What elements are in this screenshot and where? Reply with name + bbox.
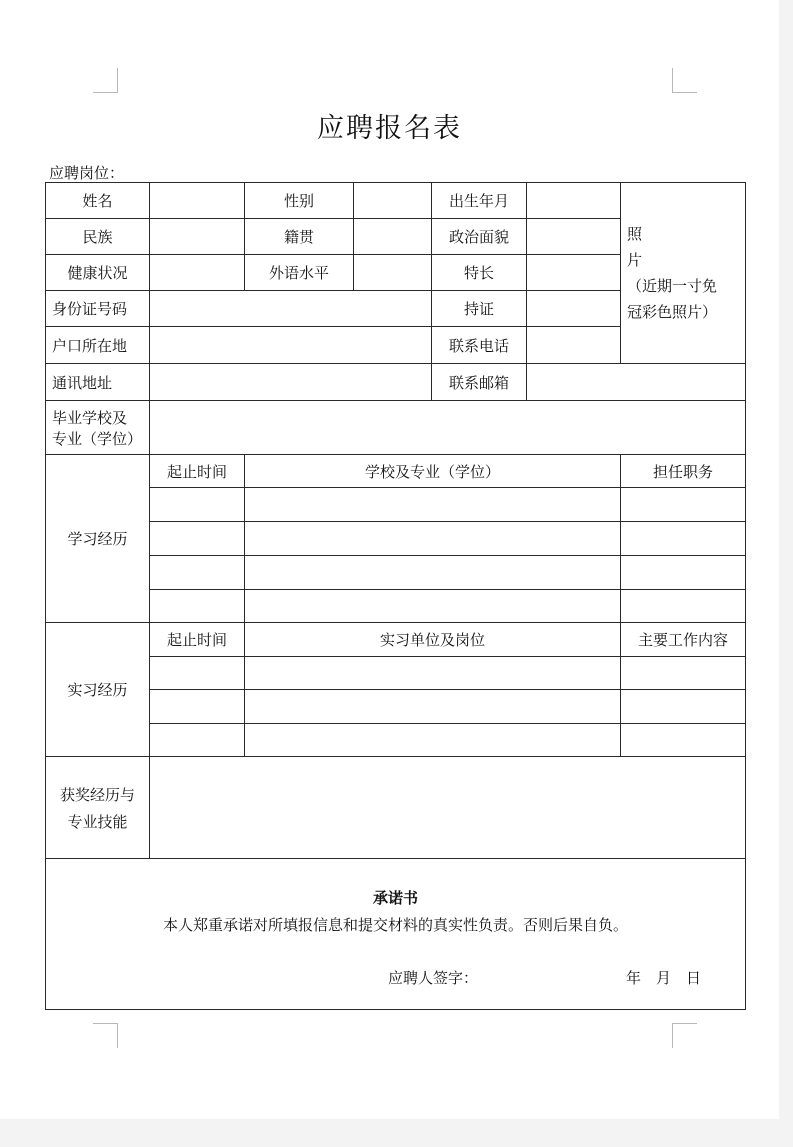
study-role-cell[interactable] [621, 590, 746, 623]
study-period-cell[interactable] [150, 590, 245, 623]
intern-duties-cell[interactable] [621, 690, 746, 724]
study-role-cell[interactable] [621, 488, 746, 522]
photo-box[interactable] [621, 183, 746, 364]
study-section-label: 学习经历 [46, 455, 150, 623]
margin-corner-mark [93, 68, 118, 93]
date-label: 年 月 日 [626, 969, 702, 987]
ethnicity-field[interactable] [150, 219, 245, 255]
study-header-role: 担任职务 [621, 455, 746, 488]
id-number-label: 身份证号码 [46, 291, 150, 327]
awards-label [46, 757, 150, 859]
address-label: 通讯地址 [46, 364, 150, 401]
political-field[interactable] [527, 219, 621, 255]
margin-corner-mark [672, 1023, 697, 1048]
birth-label: 出生年月 [432, 183, 527, 219]
hukou-field[interactable] [150, 327, 432, 364]
page-title: 应聘报名表 [317, 113, 462, 144]
photo-label-line: 照 [627, 225, 643, 243]
address-field[interactable] [150, 364, 432, 401]
email-label: 联系邮箱 [432, 364, 527, 401]
study-role-cell[interactable] [621, 556, 746, 590]
scrollbar-track[interactable] [779, 0, 793, 1147]
intern-period-cell[interactable] [150, 657, 245, 690]
language-field[interactable] [354, 255, 432, 291]
school-field[interactable] [150, 401, 746, 455]
awards-label-line: 获奖经历与 [59, 785, 135, 804]
pledge-title: 承诺书 [372, 889, 418, 907]
intern-header-duties: 主要工作内容 [621, 623, 746, 657]
specialty-field[interactable] [527, 255, 621, 291]
study-school-cell[interactable] [245, 488, 621, 522]
study-period-cell[interactable] [150, 488, 245, 522]
study-school-cell[interactable] [245, 590, 621, 623]
hukou-label: 户口所在地 [46, 327, 150, 364]
school-label-line: 毕业学校及 [52, 408, 128, 427]
intern-header-unit: 实习单位及岗位 [245, 623, 621, 657]
signature-label: 应聘人签字： [388, 969, 479, 987]
awards-label-line: 专业技能 [67, 812, 128, 831]
certificate-field[interactable] [527, 291, 621, 327]
email-field[interactable] [527, 364, 746, 401]
specialty-label: 特长 [432, 255, 527, 291]
application-form-table [45, 182, 746, 1010]
photo-label-line: （近期一寸免 [627, 277, 718, 295]
certificate-label: 持证 [432, 291, 527, 327]
birth-field[interactable] [527, 183, 621, 219]
intern-unit-cell[interactable] [245, 690, 621, 724]
intern-duties-cell[interactable] [621, 657, 746, 690]
intern-period-cell[interactable] [150, 724, 245, 757]
gender-label: 性别 [245, 183, 354, 219]
native-place-field[interactable] [354, 219, 432, 255]
school-label-line: 专业（学位） [52, 429, 143, 448]
political-label: 政治面貌 [432, 219, 527, 255]
phone-field[interactable] [527, 327, 621, 364]
study-header-school: 学校及专业（学位） [245, 455, 621, 488]
ethnicity-label: 民族 [46, 219, 150, 255]
study-school-cell[interactable] [245, 522, 621, 556]
margin-corner-mark [672, 68, 697, 93]
language-label: 外语水平 [245, 255, 354, 291]
native-place-label: 籍贯 [245, 219, 354, 255]
name-label: 姓名 [46, 183, 150, 219]
intern-unit-cell[interactable] [245, 657, 621, 690]
name-field[interactable] [150, 183, 245, 219]
intern-period-cell[interactable] [150, 690, 245, 724]
health-label: 健康状况 [46, 255, 150, 291]
intern-section-label: 实习经历 [46, 623, 150, 757]
pledge-section [46, 859, 746, 1010]
intern-unit-cell[interactable] [245, 724, 621, 757]
phone-label: 联系电话 [432, 327, 527, 364]
gender-field[interactable] [354, 183, 432, 219]
pledge-text: 本人郑重承诺对所填报信息和提交材料的真实性负责。否则后果自负。 [162, 916, 628, 934]
study-period-cell[interactable] [150, 556, 245, 590]
intern-header-period: 起止时间 [150, 623, 245, 657]
margin-corner-mark [93, 1023, 118, 1048]
study-period-cell[interactable] [150, 522, 245, 556]
study-role-cell[interactable] [621, 522, 746, 556]
study-school-cell[interactable] [245, 556, 621, 590]
photo-label-line: 片 [627, 251, 643, 269]
health-field[interactable] [150, 255, 245, 291]
id-number-field[interactable] [150, 291, 432, 327]
study-header-period: 起止时间 [150, 455, 245, 488]
intern-duties-cell[interactable] [621, 724, 746, 757]
awards-field[interactable] [150, 757, 746, 859]
photo-label-line: 冠彩色照片） [627, 303, 718, 321]
school-label [46, 401, 150, 455]
position-label: 应聘岗位： [49, 164, 125, 182]
